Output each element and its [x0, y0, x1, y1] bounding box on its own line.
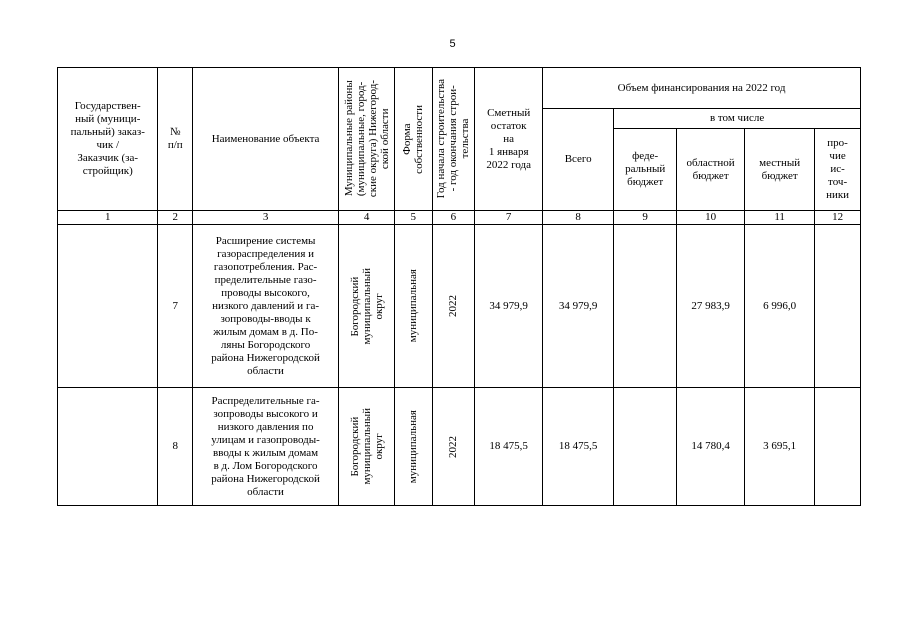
row-number: 7	[158, 225, 193, 388]
header-customer: Государствен- ный (муници- пальный) заказ- чик / Заказчик (за- стройщик)	[58, 68, 158, 211]
row-federal	[614, 388, 677, 506]
table-row	[58, 225, 861, 388]
row-ownership-text: муниципальная	[407, 269, 420, 343]
row-total: 34 979,9	[543, 225, 614, 388]
table-row	[58, 388, 861, 506]
header-number: № п/п	[158, 68, 193, 211]
row-local: 6 996,0	[745, 225, 815, 388]
column-number: 3	[192, 211, 338, 225]
row-years-text: 2022	[447, 435, 460, 458]
row-local: 3 695,1	[745, 388, 815, 506]
row-ownership	[394, 225, 432, 388]
row-district	[339, 225, 395, 388]
column-number: 12	[815, 211, 861, 225]
column-number: 9	[614, 211, 677, 225]
header-regional: областной бюджет	[677, 129, 745, 211]
row-estimate: 18 475,5	[475, 388, 543, 506]
page-number: 5	[449, 38, 456, 50]
column-number: 1	[58, 211, 158, 225]
header-years-text: Год начала строительства - год окончания строи- тельства	[435, 79, 472, 199]
row-estimate: 34 979,9	[475, 225, 543, 388]
row-district-text: Богородский муниципальный округ	[348, 267, 385, 345]
header-object-name: Наименование объекта	[192, 68, 338, 211]
header-federal: феде- ральный бюджет	[614, 129, 677, 211]
row-number: 8	[158, 388, 193, 506]
column-number: 2	[158, 211, 193, 225]
row-object-name: Расширение системы газораспределения и газопотребления. Рас- пределительные газо- проводы высокого, низкого давлений и га- зопроводы-вводы к жилым домам в д. По- ляны Богородского района Нижегородской области	[192, 225, 338, 388]
row-district-text: Богородский муниципальный округ	[348, 408, 385, 485]
header-other: про- чие ис- точ- ники	[815, 129, 861, 211]
row-federal	[614, 225, 677, 388]
row-years-text: 2022	[447, 295, 460, 317]
header-local: местный бюджет	[745, 129, 815, 211]
row-customer	[58, 388, 158, 506]
header-estimate-balance: Сметный остаток на 1 января 2022 года	[475, 68, 543, 211]
header-districts-text: Муниципальные районы (муниципальные, город- ские округа) Нижегород- ской области	[342, 80, 391, 198]
header-districts	[339, 68, 395, 211]
header-ownership	[394, 68, 432, 211]
row-regional: 27 983,9	[677, 225, 745, 388]
header-total: Всего	[543, 109, 614, 211]
header-ownership-text: Форма собственности	[401, 104, 426, 174]
row-other	[815, 225, 861, 388]
header-row-1	[58, 68, 861, 109]
column-number: 6	[432, 211, 475, 225]
row-regional: 14 780,4	[677, 388, 745, 506]
column-number: 11	[745, 211, 815, 225]
row-ownership	[394, 388, 432, 506]
row-years	[432, 388, 475, 506]
row-total: 18 475,5	[543, 388, 614, 506]
row-district	[339, 388, 395, 506]
column-number: 5	[394, 211, 432, 225]
financing-table	[57, 67, 861, 506]
row-customer	[58, 225, 158, 388]
column-number-row	[58, 211, 861, 225]
header-funding-group: Объем финансирования на 2022 год	[543, 68, 861, 109]
header-including: в том числе	[614, 109, 861, 129]
row-years	[432, 225, 475, 388]
row-ownership-text: муниципальная	[407, 409, 420, 484]
column-number: 8	[543, 211, 614, 225]
column-number: 7	[475, 211, 543, 225]
row-other	[815, 388, 861, 506]
column-number: 4	[339, 211, 395, 225]
header-years	[432, 68, 475, 211]
column-number: 10	[677, 211, 745, 225]
row-object-name: Распределительные га- зопроводы высокого и низкого давления по улицам и газопроводы- вводы к жилым домам в д. Лом Богородского района Нижегородской области	[192, 388, 338, 506]
